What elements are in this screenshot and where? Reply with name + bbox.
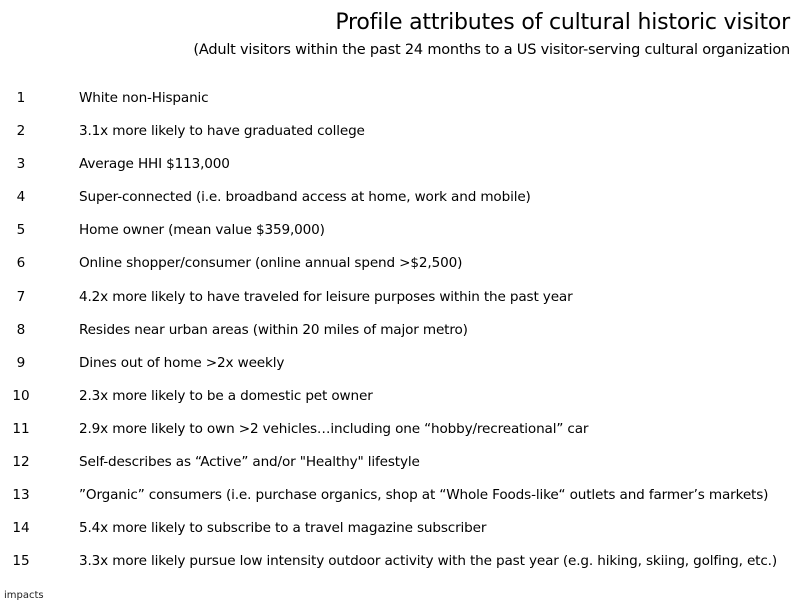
list-item: [0, 551, 806, 584]
item-text: Resides near urban areas (within 20 miles of major metro): [79, 321, 468, 338]
item-text: ”Organic” consumers (i.e. purchase organics, shop at “Whole Foods-like“ outlets and farmer’s markets): [79, 487, 769, 504]
item-text: Average HHI $113,000: [79, 156, 230, 173]
item-number: 4: [16, 189, 26, 206]
list-item: [0, 88, 806, 121]
item-text: Super-connected (i.e. broadband access at home, work and mobile): [79, 189, 531, 206]
item-text: 2.3x more likely to be a domestic pet owner: [79, 387, 373, 404]
item-text: Home owner (mean value $359,000): [79, 222, 325, 239]
list-item: [0, 187, 806, 220]
item-number: 3: [16, 156, 26, 173]
item-number: 2: [16, 123, 26, 140]
list-item: [0, 220, 806, 253]
list-item: [0, 518, 806, 551]
item-number: 8: [16, 321, 26, 338]
list-item: [0, 485, 806, 518]
list-item: [0, 154, 806, 187]
item-number: 5: [16, 222, 26, 239]
item-number: 9: [16, 354, 26, 371]
item-text: 3.1x more likely to have graduated college: [79, 123, 365, 140]
list-item: [0, 287, 806, 320]
item-number: 14: [12, 520, 30, 537]
list-item: [0, 419, 806, 452]
impacts-logo: impacts: [4, 590, 44, 601]
item-number: 10: [12, 387, 30, 404]
item-text: 5.4x more likely to subscribe to a travel magazine subscriber: [79, 520, 487, 537]
item-text: Online shopper/consumer (online annual spend >$2,500): [79, 255, 463, 272]
page-title: Profile attributes of cultural historic visitor: [335, 10, 790, 35]
list-item: [0, 452, 806, 485]
list-item: [0, 320, 806, 353]
item-number: 15: [12, 553, 30, 570]
list-item: [0, 386, 806, 419]
list-item: [0, 253, 806, 286]
item-number: 13: [12, 487, 30, 504]
list-item: [0, 353, 806, 386]
item-text: Self-describes as “Active” and/or "Healthy" lifestyle: [79, 454, 420, 471]
item-number: 6: [16, 255, 26, 272]
item-number: 1: [16, 90, 26, 106]
item-number: 11: [12, 420, 30, 437]
list-item: [0, 121, 806, 154]
item-text: Dines out of home >2x weekly: [79, 354, 285, 371]
page-subtitle: (Adult visitors within the past 24 months to a US visitor-serving cultural organization: [193, 42, 790, 58]
item-text: 3.3x more likely pursue low intensity outdoor activity with the past year (e.g. hiking, skiing, golfing, etc.): [79, 553, 778, 570]
item-number: 7: [16, 288, 26, 305]
item-text: 2.9x more likely to own >2 vehicles…including one “hobby/recreational” car: [79, 420, 589, 437]
item-number: 12: [12, 454, 30, 471]
attribute-list: [0, 88, 806, 584]
item-text: 4.2x more likely to have traveled for leisure purposes within the past year: [79, 288, 573, 305]
item-text: White non-Hispanic: [79, 90, 209, 106]
